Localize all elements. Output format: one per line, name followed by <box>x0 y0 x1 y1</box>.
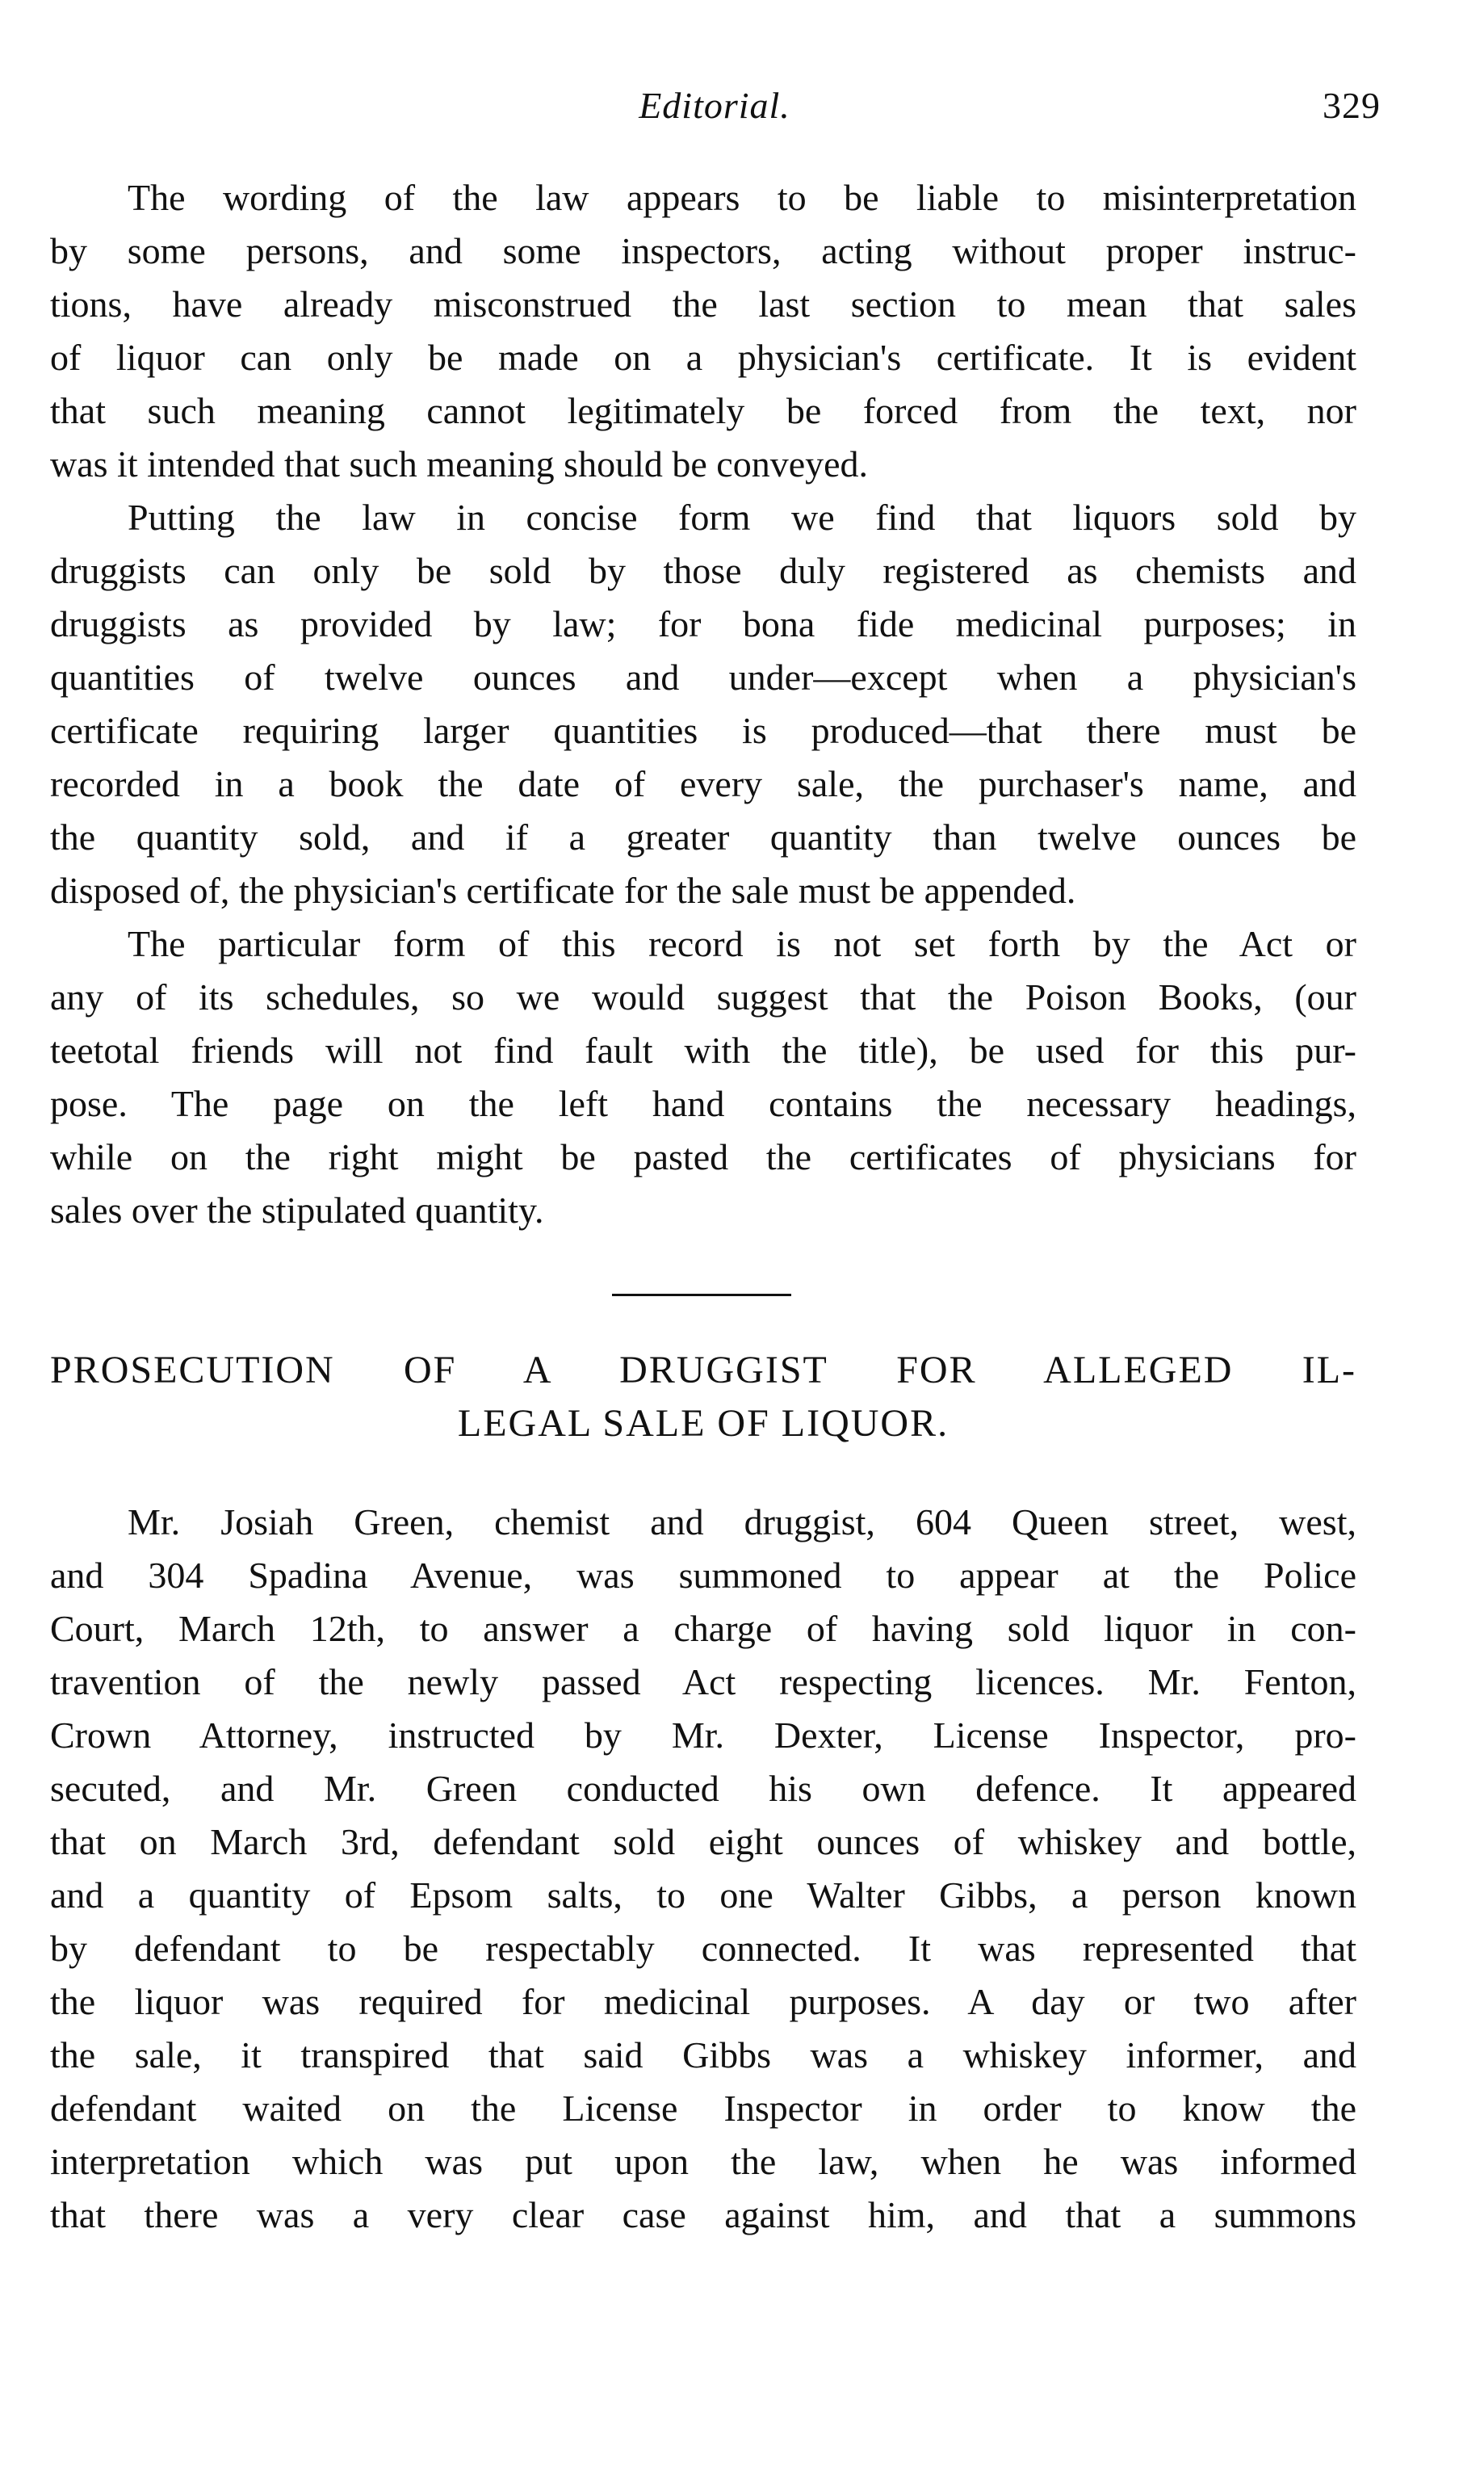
text-line: and a quantity of Epsom salts, to one Walter Gibbs, a person known <box>50 1874 1356 1916</box>
text-line: travention of the newly passed Act respecting licences. Mr. Fenton, <box>50 1661 1356 1702</box>
running-head <box>48 84 1381 141</box>
section-divider <box>612 1294 791 1296</box>
text-line: tions, have already misconstrued the last section to mean that sales <box>50 283 1356 325</box>
text-line: druggists as provided by law; for bona fide medicinal purposes; in <box>50 603 1356 644</box>
text-line: the liquor was required for medicinal purposes. A day or two after <box>50 1981 1356 2022</box>
text-line: Mr. Josiah Green, chemist and druggist, 604 Queen street, west, <box>128 1501 1356 1542</box>
text-line: of liquor can only be made on a physician's certificate. It is evident <box>50 337 1356 378</box>
text-line: The wording of the law appears to be liable to misinterpretation <box>128 177 1356 218</box>
text-line: by defendant to be respectably connected. It was represented that <box>50 1928 1356 1969</box>
text-line: pose. The page on the left hand contains the necessary headings, <box>50 1083 1356 1124</box>
text-line: Court, March 12th, to answer a charge of having sold liquor in con- <box>50 1608 1356 1649</box>
text-line: recorded in a book the date of every sale, the purchaser's name, and <box>50 763 1356 804</box>
running-title: Editorial. <box>639 85 790 126</box>
text-line: any of its schedules, so we would suggest that the Poison Books, (our <box>50 976 1356 1018</box>
text-line: by some persons, and some inspectors, acting without proper instruc- <box>50 230 1356 271</box>
text-line: the sale, it transpired that said Gibbs was a whiskey informer, and <box>50 2034 1356 2075</box>
text-line: the quantity sold, and if a greater quantity than twelve ounces be <box>50 816 1356 858</box>
text-line: that on March 3rd, defendant sold eight ounces of whiskey and bottle, <box>50 1821 1356 1862</box>
text-line: Crown Attorney, instructed by Mr. Dexter, License Inspector, pro- <box>50 1714 1356 1756</box>
text-line: certificate requiring larger quantities is produced—that there must be <box>50 710 1356 751</box>
text-line: Putting the law in concise form we find that liquors sold by <box>128 497 1356 538</box>
text-line: secuted, and Mr. Green conducted his own defence. It appeared <box>50 1768 1356 1809</box>
text-line: interpretation which was put upon the law, when he was informed <box>50 2141 1356 2182</box>
text-line: disposed of, the physician's certificate for the sale must be appended. <box>50 870 1076 911</box>
paragraph-1 <box>50 171 1356 491</box>
text-line: while on the right might be pasted the certificates of physicians for <box>50 1136 1356 1177</box>
text-line: quantities of twelve ounces and under—except when a physician's <box>50 657 1356 698</box>
text-line: and 304 Spadina Avenue, was summoned to appear at the Police <box>50 1555 1356 1596</box>
paragraph-3 <box>50 917 1356 1237</box>
section-heading-line-2: LEGAL SALE OF LIQUOR. <box>457 1402 950 1445</box>
section-heading <box>50 1344 1356 1450</box>
text-line: that there was a very clear case against him, and that a summons <box>50 2194 1356 2235</box>
paragraph-2 <box>50 491 1356 917</box>
text-line: was it intended that such meaning should be conveyed. <box>50 443 869 485</box>
text-line: that such meaning cannot legitimately be forced from the text, nor <box>50 390 1356 431</box>
section-paragraph-1 <box>50 1496 1356 2242</box>
section-heading-line-1: PROSECUTION OF A DRUGGIST FOR ALLEGED IL- <box>50 1349 1356 1391</box>
page-number: 329 <box>1323 85 1381 126</box>
text-line: sales over the stipulated quantity. <box>50 1190 544 1231</box>
text-line: The particular form of this record is not set forth by the Act or <box>128 923 1356 964</box>
text-line: defendant waited on the License Inspector in order to know the <box>50 2088 1356 2129</box>
text-line: druggists can only be sold by those duly registered as chemists and <box>50 550 1356 591</box>
text-line: teetotal friends will not find fault with the title), be used for this pur- <box>50 1030 1356 1071</box>
